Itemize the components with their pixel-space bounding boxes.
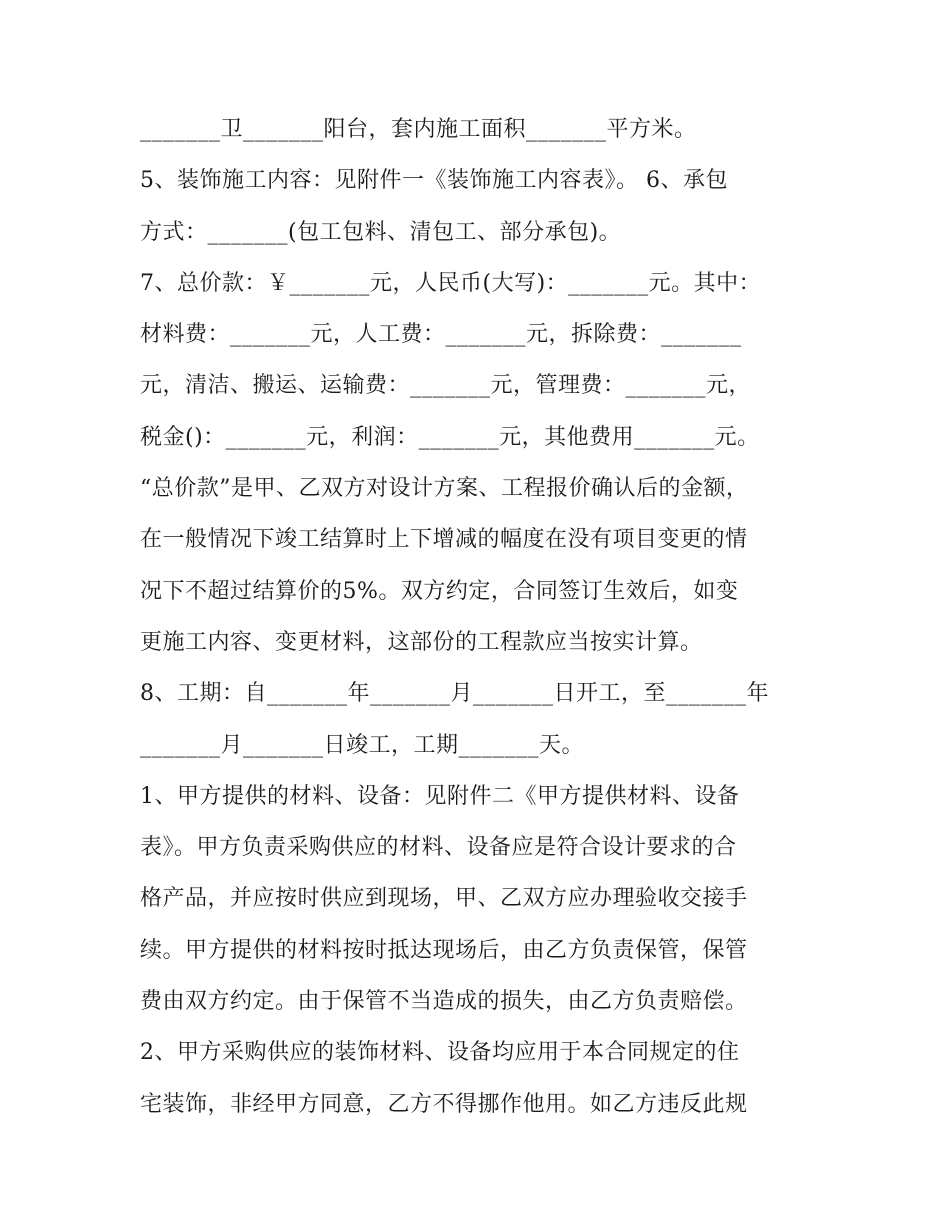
text-line: 2、甲方采购供应的装饰材料、设备均应用于本合同规定的住 — [140, 1040, 740, 1066]
text-line: 方式：_______(包工包料、清包工、部分承包)。 — [140, 219, 622, 245]
text-line: 在一般情况下竣工结算时上下增减的幅度在没有项目变更的情 — [140, 527, 748, 553]
text-line: 更施工内容、变更材料，这部份的工程款应当按实计算。 — [140, 629, 703, 655]
text-line: 表》。甲方负责采购供应的材料、设备应是符合设计要求的合 — [140, 835, 737, 861]
text-line: 8、工期：自_______年_______月_______日开工，至_______年 — [140, 681, 769, 707]
text-line: 费由双方约定。由于保管不当造成的损失，由乙方负责赔偿。 — [140, 989, 748, 1015]
document-page — [140, 104, 830, 1130]
text-line: 况下不超过结算价的5%。双方约定，合同签订生效后，如变 — [140, 578, 739, 604]
text-line: _______月_______日竣工，工期_______天。 — [140, 732, 585, 758]
text-line: 7、总价款：￥_______元，人民币(大写)：_______元。其中： — [140, 270, 762, 296]
text-line: 续。甲方提供的材料按时抵达现场后，由乙方负责保管，保管 — [140, 937, 748, 963]
text-line: 材料费：_______元，人工费：_______元，拆除费：_______ — [140, 322, 742, 348]
text-line: 格产品，并应按时供应到现场，甲、乙双方应办理验收交接手 — [140, 886, 748, 912]
text-line: 5、装饰施工内容：见附件一《装饰施工内容表》。 6、承包 — [140, 168, 728, 194]
text-line: 1、甲方提供的材料、设备：见附件二《甲方提供材料、设备 — [140, 783, 740, 809]
text-line: 税金()：_______元，利润：_______元，其他费用_______元。 — [140, 424, 760, 450]
text-line: 元，清洁、搬运、运输费：_______元，管理费：_______元， — [140, 373, 752, 399]
text-line: _______卫_______阳台，套内施工面积_______平方米。 — [140, 117, 697, 142]
text-line: 宅装饰，非经甲方同意，乙方不得挪作他用。如乙方违反此规 — [140, 1091, 748, 1117]
text-line: “总价款”是甲、乙双方对设计方案、工程报价确认后的金额， — [140, 476, 749, 502]
